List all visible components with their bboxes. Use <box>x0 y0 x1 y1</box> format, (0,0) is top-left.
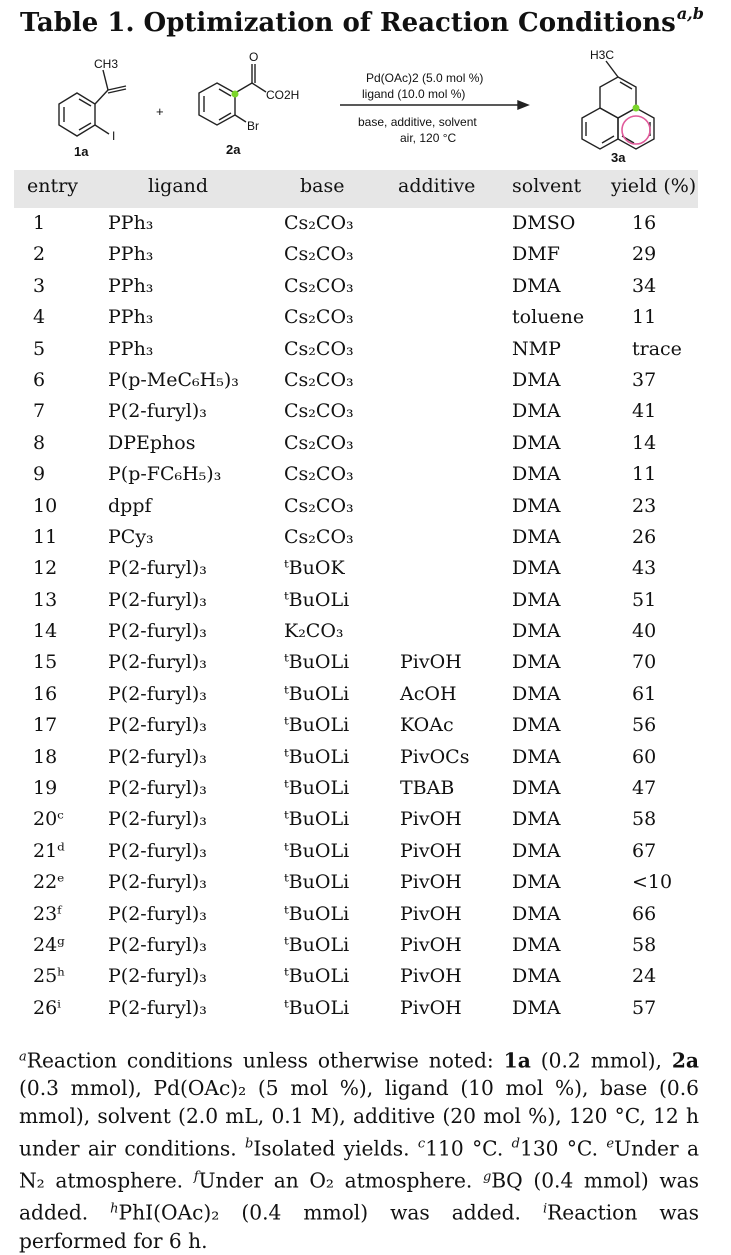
reaction-arrow-head <box>518 101 528 109</box>
cell-yield: 23 <box>632 494 657 517</box>
table-row <box>0 681 731 712</box>
footnote-a-text-3: (0.3 mmol), Pd(OAc)₂ (5 mol %), ligand (10 mol %), base (0.6 mmol), solvent (2.0 mL, 0.1 M), additive (20 mol %), 120 °C, 12 h under air conditions. <box>19 1076 699 1161</box>
footnote-d-text: 130 °C. <box>519 1136 607 1161</box>
cell-additive: PivOH <box>400 996 462 1019</box>
cell-base: ᵗBuOLi <box>284 808 350 831</box>
cell-entry: 7 <box>33 400 46 423</box>
table-body <box>0 210 731 1026</box>
cell-ligand: PPh₃ <box>108 337 154 360</box>
cell-yield: 43 <box>632 557 657 580</box>
green-highlight-dot <box>633 105 640 112</box>
cell-entry: 4 <box>33 306 46 329</box>
cell-yield: 26 <box>632 525 657 548</box>
cell-solvent: DMA <box>512 839 561 862</box>
cell-base: Cs₂CO₃ <box>284 368 354 391</box>
cell-entry: 20ᶜ <box>33 808 64 831</box>
footnote-f-text: Under an O₂ atmosphere. <box>198 1168 483 1193</box>
reaction-scheme <box>0 50 731 168</box>
cell-entry: 14 <box>33 620 58 643</box>
cell-ligand: PPh₃ <box>108 212 154 234</box>
table-row <box>0 963 731 994</box>
cell-solvent: DMA <box>512 933 561 956</box>
table-row <box>0 775 731 806</box>
cell-base: Cs₂CO₃ <box>284 274 354 297</box>
cell-ligand: P(2-furyl)₃ <box>108 400 207 423</box>
footnote-c-text: 110 °C. <box>425 1136 512 1161</box>
cell-yield: 14 <box>632 431 657 454</box>
cell-base: ᵗBuOLi <box>284 745 350 768</box>
table-row <box>0 932 731 963</box>
cell-entry: 12 <box>33 557 58 580</box>
cell-additive: AcOH <box>400 682 457 705</box>
header-ligand: ligand <box>148 175 209 197</box>
cell-ligand: P(2-furyl)₃ <box>108 651 207 674</box>
cell-entry: 3 <box>33 274 46 297</box>
cell-solvent: DMA <box>512 714 561 737</box>
cell-solvent: DMA <box>512 557 561 580</box>
cell-base: ᵗBuOLi <box>284 777 350 800</box>
cell-yield: 16 <box>632 212 657 234</box>
cell-base: K₂CO₃ <box>284 620 344 643</box>
cell-base: ᵗBuOLi <box>284 588 350 611</box>
cell-base: ᵗBuOLi <box>284 682 350 705</box>
cell-base: ᵗBuOLi <box>284 965 350 988</box>
cell-solvent: DMA <box>512 902 561 925</box>
cell-solvent: toluene <box>512 306 585 329</box>
cell-ligand: P(2-furyl)₃ <box>108 965 207 988</box>
table-row <box>0 649 731 680</box>
cell-base: Cs₂CO₃ <box>284 431 354 454</box>
cell-yield: 29 <box>632 243 657 266</box>
cell-entry: 22ᵉ <box>33 871 65 894</box>
cell-entry: 6 <box>33 368 46 391</box>
cell-yield: 66 <box>632 902 657 925</box>
footnote-mark-b: b <box>245 1136 254 1152</box>
cell-solvent: DMA <box>512 494 561 517</box>
reactant-2a-acid: CO2H <box>266 88 300 102</box>
table-row <box>0 806 731 837</box>
cell-base: Cs₂CO₃ <box>284 494 354 517</box>
cell-yield: 40 <box>632 620 657 643</box>
table-row <box>0 210 731 241</box>
product-3a-methyl: H3C <box>590 50 615 62</box>
cell-ligand: P(2-furyl)₃ <box>108 871 207 894</box>
cell-ligand: P(2-furyl)₃ <box>108 682 207 705</box>
cell-base: ᵗBuOLi <box>284 933 350 956</box>
cell-additive: PivOH <box>400 902 462 925</box>
cell-solvent: DMA <box>512 274 561 297</box>
cell-solvent: DMA <box>512 745 561 768</box>
header-solvent: solvent <box>512 175 582 197</box>
cell-ligand: PCy₃ <box>108 525 154 548</box>
cell-base: Cs₂CO₃ <box>284 463 354 486</box>
reactant-2a-label: 2a <box>226 142 241 157</box>
condition-catalyst: Pd(OAc)2 (5.0 mol %) <box>366 71 484 85</box>
table-row <box>0 524 731 555</box>
cell-yield: 51 <box>632 588 657 611</box>
footnote-mark-h: h <box>110 1201 119 1217</box>
footnote-h-text: PhI(OAc)₂ (0.4 mmol) was added. <box>118 1200 543 1225</box>
cell-additive: PivOH <box>400 933 462 956</box>
footnote-mark-g: g <box>482 1168 492 1184</box>
cell-base: ᵗBuOLi <box>284 871 350 894</box>
cell-solvent: DMA <box>512 777 561 800</box>
cell-ligand: P(2-furyl)₃ <box>108 745 207 768</box>
cell-additive: KOAc <box>400 714 454 737</box>
cell-ligand: P(2-furyl)₃ <box>108 902 207 925</box>
reactant-2a-bromo: Br <box>247 119 259 133</box>
cell-ligand: DPEphos <box>108 431 196 454</box>
cell-yield: 58 <box>632 933 657 956</box>
footnote-mark-i: i <box>542 1201 548 1217</box>
reactant-1a-methyl: CH3 <box>94 57 119 71</box>
cell-ligand: dppf <box>108 494 152 517</box>
cell-base: Cs₂CO₃ <box>284 525 354 548</box>
cell-entry: 18 <box>33 745 58 768</box>
cell-solvent: DMA <box>512 651 561 674</box>
cell-yield: 61 <box>632 682 657 705</box>
reactant-1a-iodo: I <box>112 129 116 143</box>
cell-yield: 56 <box>632 714 657 737</box>
header-base: base <box>300 175 345 197</box>
table-row <box>0 398 731 429</box>
footnote-e-text: Under a N₂ atmosphere. <box>19 1136 700 1193</box>
cell-base: Cs₂CO₃ <box>284 212 354 234</box>
reactant-1a-structure <box>59 70 126 136</box>
cell-base: Cs₂CO₃ <box>284 243 354 266</box>
cell-entry: 2 <box>33 243 46 266</box>
cell-solvent: DMA <box>512 808 561 831</box>
reactant-1a-label: 1a <box>74 144 89 159</box>
cell-additive: PivOH <box>400 871 462 894</box>
cell-additive: PivOH <box>400 651 462 674</box>
cell-entry: 11 <box>33 525 58 548</box>
cell-base: ᵗBuOLi <box>284 902 350 925</box>
cell-entry: 26ⁱ <box>33 996 61 1019</box>
cell-solvent: DMA <box>512 682 561 705</box>
cell-solvent: DMA <box>512 463 561 486</box>
cell-entry: 9 <box>33 463 46 486</box>
header-entry: entry <box>27 175 78 197</box>
footnote-i-text: Reaction was performed for 6 h. <box>19 1200 699 1253</box>
cell-yield: 34 <box>632 274 657 297</box>
condition-reagents: base, additive, solvent <box>358 115 477 129</box>
condition-temperature: air, 120 °C <box>400 131 457 145</box>
reactant-2a-oxygen: O <box>249 50 259 64</box>
cell-yield: 60 <box>632 745 657 768</box>
footnote-mark-d: d <box>511 1136 520 1152</box>
cell-ligand: PPh₃ <box>108 243 154 266</box>
table-title: Table 1. Optimization of Reaction Conditions$^{a,b}$ <box>20 4 704 38</box>
cell-solvent: DMA <box>512 996 561 1019</box>
title-footnote-marks: a,b <box>676 4 704 23</box>
table-row <box>0 744 731 775</box>
cell-entry: 15 <box>33 651 58 674</box>
plus-sign: + <box>156 104 164 119</box>
footnote-mark-e: e <box>606 1136 615 1152</box>
cell-ligand: P(2-furyl)₃ <box>108 557 207 580</box>
table-row <box>0 712 731 743</box>
cell-solvent: DMA <box>512 588 561 611</box>
cell-yield: 24 <box>632 965 657 988</box>
table-row <box>0 336 731 367</box>
cell-ligand: P(2-furyl)₃ <box>108 620 207 643</box>
cell-entry: 17 <box>33 714 58 737</box>
cell-solvent: DMA <box>512 368 561 391</box>
header-yield: yield (%) <box>611 175 697 197</box>
footnote-a-1a: 1a <box>503 1048 531 1073</box>
cell-entry: 19 <box>33 777 58 800</box>
cell-solvent: DMA <box>512 431 561 454</box>
cell-additive: PivOH <box>400 808 462 831</box>
table-row <box>0 995 731 1026</box>
cell-yield: 11 <box>632 463 657 486</box>
cell-base: ᵗBuOLi <box>284 714 350 737</box>
cell-yield: 70 <box>632 651 657 674</box>
table-header-band <box>14 170 698 208</box>
cell-additive: TBAB <box>400 777 455 800</box>
footnote-mark-f: f <box>193 1168 199 1184</box>
cell-ligand: P(2-furyl)₃ <box>108 714 207 737</box>
cell-solvent: NMP <box>512 337 561 360</box>
cell-additive: PivOH <box>400 965 462 988</box>
cell-solvent: DMA <box>512 525 561 548</box>
table-row <box>0 367 731 398</box>
table-row <box>0 587 731 618</box>
cell-entry: 21ᵈ <box>33 839 65 862</box>
table-row <box>0 493 731 524</box>
cell-ligand: P(p-FC₆H₅)₃ <box>108 463 222 486</box>
cell-ligand: PPh₃ <box>108 306 154 329</box>
table-row <box>0 869 731 900</box>
footnote-a-text: Reaction conditions unless otherwise noted: <box>26 1048 504 1073</box>
cell-yield: trace <box>632 337 682 360</box>
condition-ligand: ligand (10.0 mol %) <box>362 87 466 101</box>
cell-yield: 67 <box>632 839 657 862</box>
product-3a-label: 3a <box>611 150 626 165</box>
header-additive: additive <box>398 175 476 197</box>
cell-entry: 23ᶠ <box>33 902 62 925</box>
cell-ligand: PPh₃ <box>108 274 154 297</box>
cell-ligand: P(2-furyl)₃ <box>108 777 207 800</box>
cell-ligand: P(2-furyl)₃ <box>108 996 207 1019</box>
footnote-mark-a: a <box>19 1049 27 1064</box>
cell-base: ᵗBuOLi <box>284 996 350 1019</box>
cell-entry: 8 <box>33 431 46 454</box>
cell-ligand: P(2-furyl)₃ <box>108 808 207 831</box>
table-row <box>0 618 731 649</box>
cell-ligand: P(2-furyl)₃ <box>108 933 207 956</box>
footnote-mark-c: c <box>417 1136 426 1152</box>
cell-entry: 13 <box>33 588 58 611</box>
cell-yield: 57 <box>632 996 657 1019</box>
green-highlight-dot <box>232 91 239 98</box>
cell-yield: 11 <box>632 306 657 329</box>
cell-yield: 41 <box>632 400 657 423</box>
table-row <box>0 430 731 461</box>
cell-ligand: P(p-MeC₆H₅)₃ <box>108 368 239 391</box>
footnote-b-text: Isolated yields. <box>253 1136 418 1161</box>
cell-additive: PivOH <box>400 839 462 862</box>
cell-yield: 37 <box>632 368 657 391</box>
cell-base: ᵗBuOK <box>284 557 345 580</box>
cell-ligand: P(2-furyl)₃ <box>108 588 207 611</box>
table-row <box>0 555 731 586</box>
cell-ligand: P(2-furyl)₃ <box>108 839 207 862</box>
cell-solvent: DMA <box>512 965 561 988</box>
table-row <box>0 461 731 492</box>
cell-yield: 47 <box>632 777 657 800</box>
cell-solvent: DMF <box>512 243 560 266</box>
cell-additive: PivOCs <box>400 745 470 768</box>
cell-yield: <10 <box>632 871 673 894</box>
cell-entry: 25ʰ <box>33 965 66 988</box>
cell-solvent: DMA <box>512 620 561 643</box>
cell-solvent: DMSO <box>512 212 576 234</box>
cell-entry: 1 <box>33 212 46 234</box>
table-row <box>0 304 731 335</box>
footnote-g-text: BQ (0.4 mmol) was added. <box>19 1168 700 1225</box>
cell-entry: 16 <box>33 682 58 705</box>
cell-base: Cs₂CO₃ <box>284 400 354 423</box>
cell-entry: 24ᵍ <box>33 933 65 956</box>
cell-base: Cs₂CO₃ <box>284 306 354 329</box>
table-footnotes <box>19 1043 699 1255</box>
cell-yield: 58 <box>632 808 657 831</box>
table-row <box>0 838 731 869</box>
cell-entry: 5 <box>33 337 46 360</box>
cell-base: ᵗBuOLi <box>284 839 350 862</box>
footnote-a-text-2: (0.2 mmol), <box>530 1048 672 1073</box>
cell-base: Cs₂CO₃ <box>284 337 354 360</box>
product-3a-structure <box>582 61 654 149</box>
footnote-a-2a: 2a <box>671 1048 699 1073</box>
cell-base: ᵗBuOLi <box>284 651 350 674</box>
cell-solvent: DMA <box>512 400 561 423</box>
table-row <box>0 241 731 272</box>
pink-ring-highlight <box>622 116 650 144</box>
cell-entry: 10 <box>33 494 58 517</box>
table-row <box>0 273 731 304</box>
table-row <box>0 901 731 932</box>
cell-solvent: DMA <box>512 871 561 894</box>
